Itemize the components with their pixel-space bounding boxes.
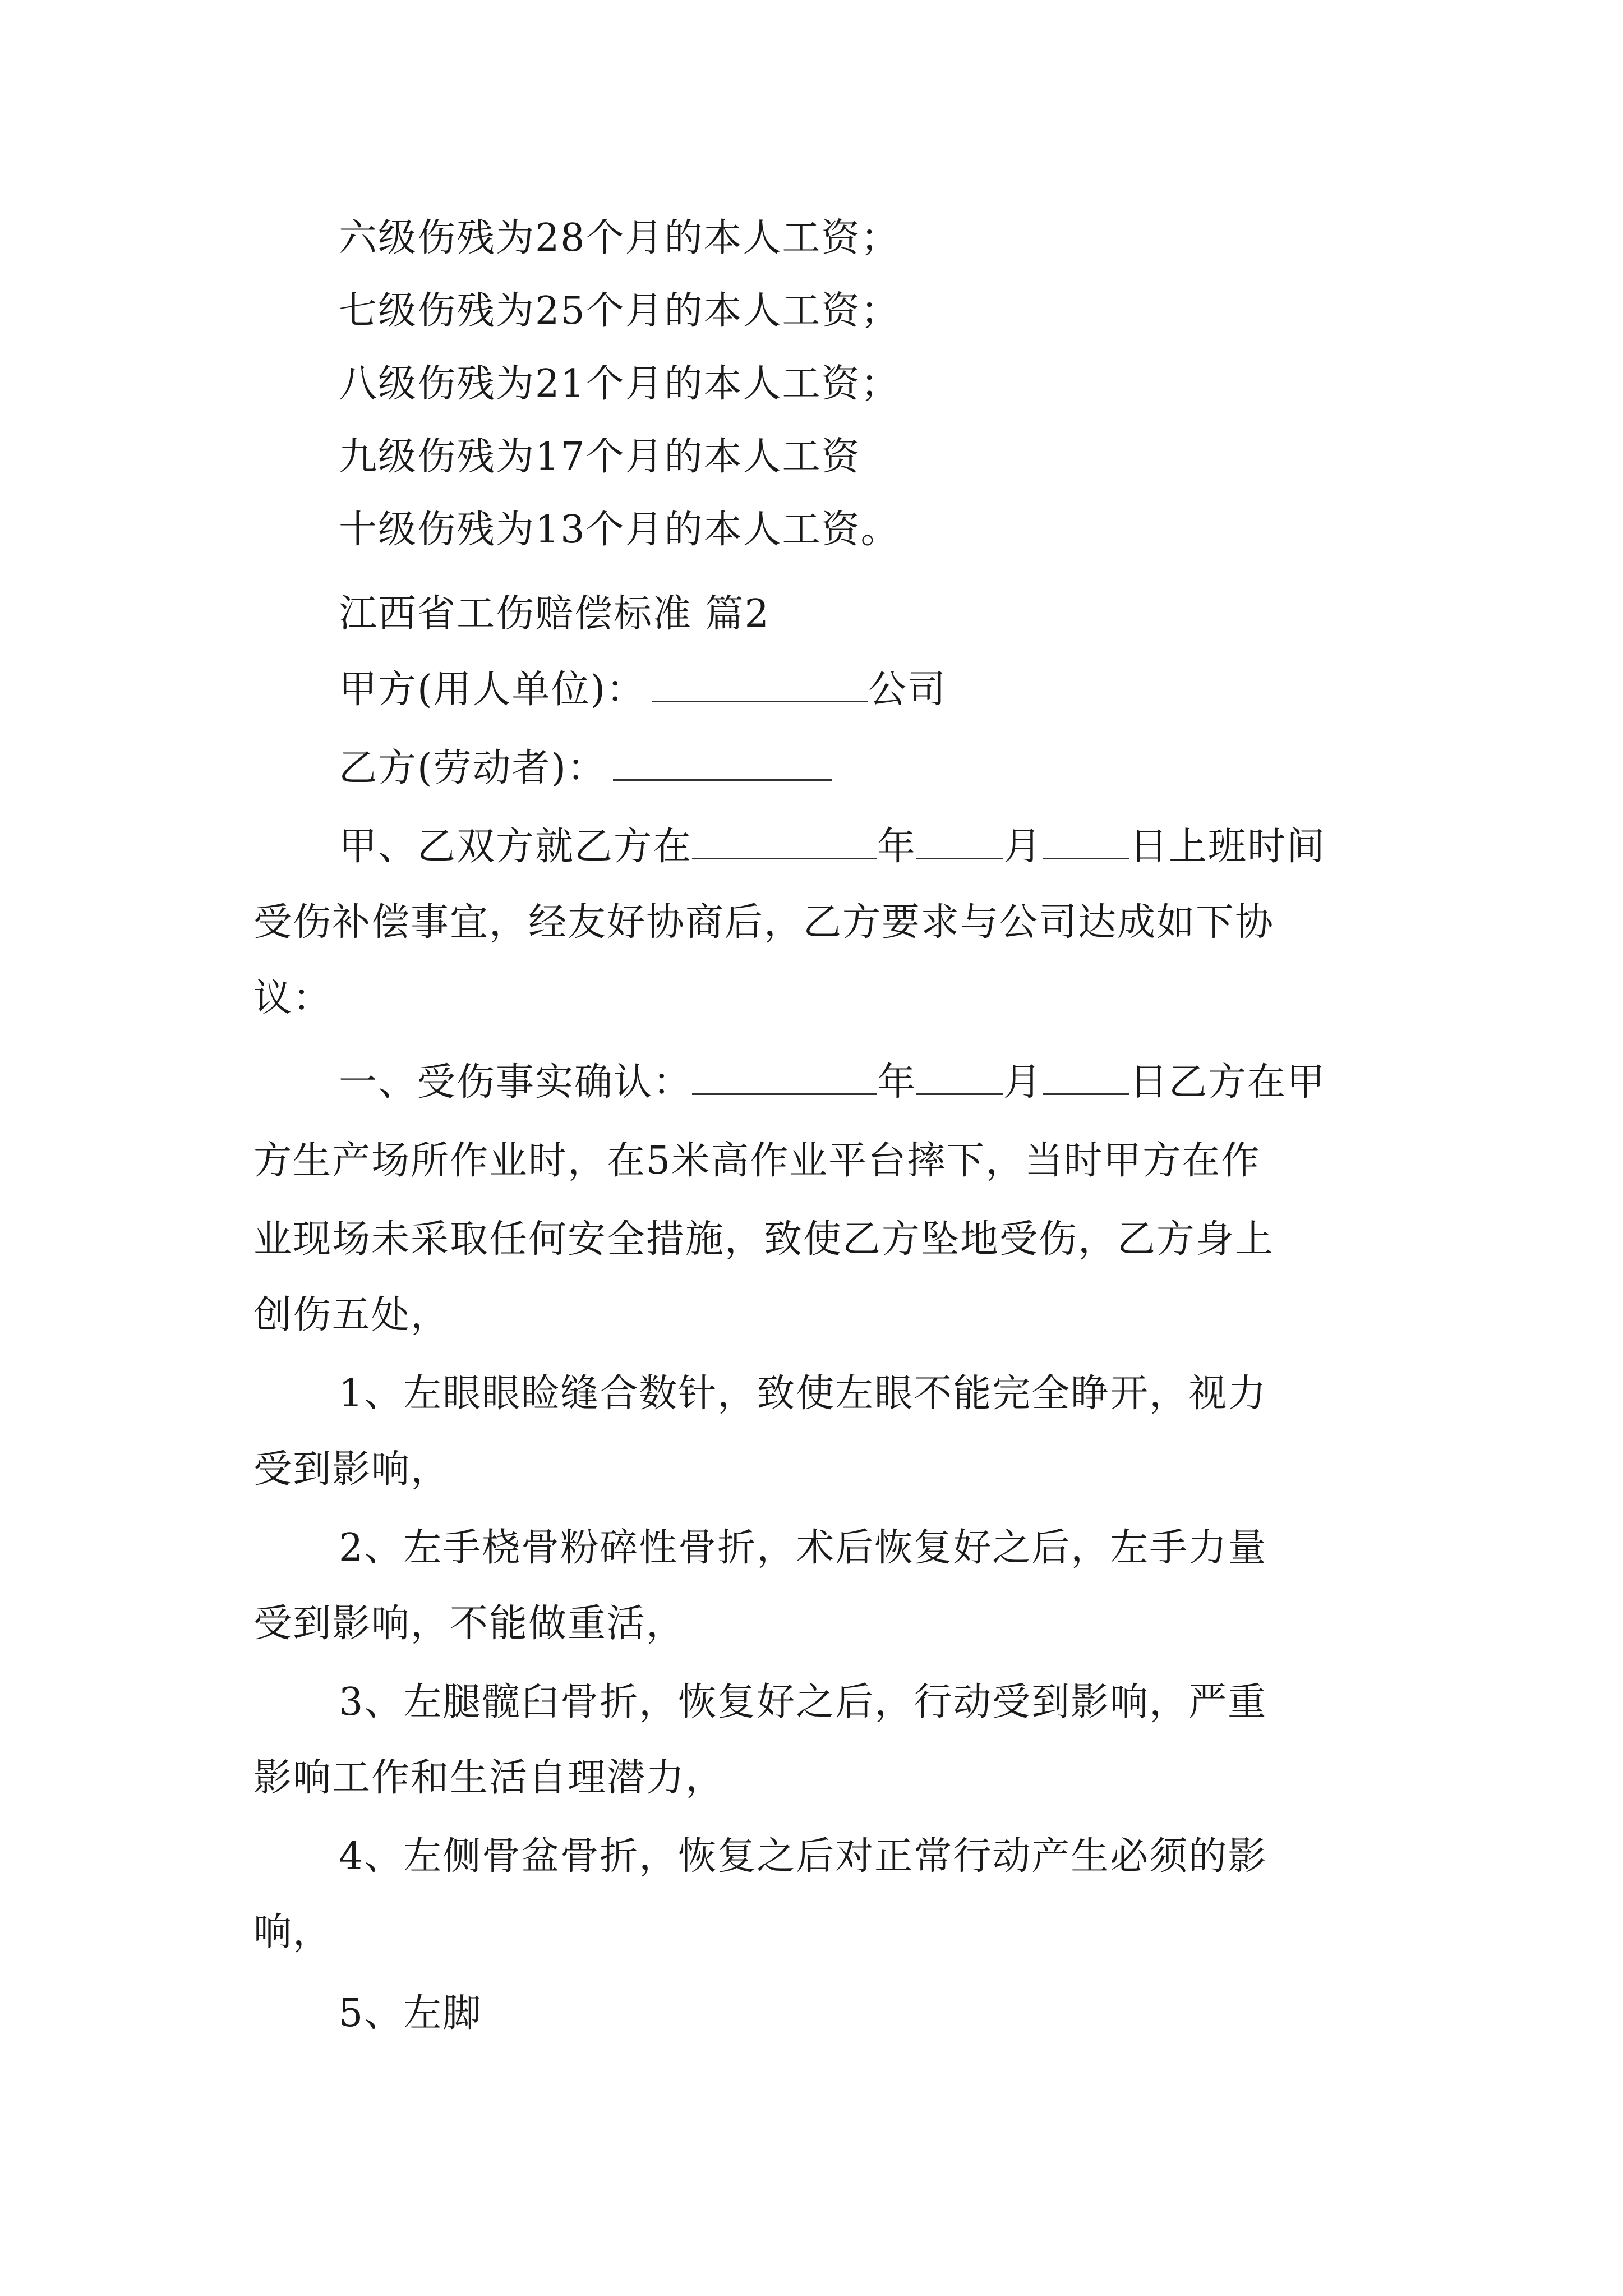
injury-4-line-2: 响， [253, 1910, 333, 1954]
clause1-day-text: 日乙方在甲 [1129, 1060, 1326, 1105]
clause1-line-3: 业现场未采取任何安全措施，致使乙方坠地受伤，乙方身上 [253, 1217, 1275, 1262]
party-b-label: 乙方(劳动者)： [339, 746, 607, 790]
clause1-line-1 [339, 1057, 1326, 1108]
injury-2-line-1: 2、左手桡骨粉碎性骨折，术后恢复好之后，左手力量 [339, 1526, 1267, 1570]
intro-text: 甲、乙双方就乙方在 [339, 825, 693, 869]
compensation-line-9: 九级伤残为17个月的本人工资 [339, 435, 861, 479]
injury-3-line-2: 影响工作和生活自理潜力， [253, 1756, 725, 1800]
injury-2-line-2: 受到影响，不能做重活， [253, 1602, 686, 1646]
clause1-month-blank [916, 1060, 1003, 1095]
party-b-blank [613, 746, 832, 781]
section-title: 江西省工伤赔偿标准 篇2 [339, 592, 770, 636]
injury-5-line-1: 5、左脚 [339, 1991, 482, 2036]
injury-4-line-1: 4、左侧骨盆骨折，恢复之后对正常行动产生必须的影 [339, 1834, 1267, 1879]
intro-year-label: 年 [877, 825, 917, 869]
intro-line-3: 议： [253, 976, 333, 1020]
clause1-text: 一、受伤事实确认： [339, 1060, 693, 1105]
intro-month-label: 月 [1003, 825, 1043, 869]
clause1-line-4: 创伤五处， [253, 1293, 450, 1337]
party-a-label: 甲方(用人单位)： [339, 668, 646, 712]
clause1-line-2: 方生产场所作业时，在5米高作业平台摔下，当时甲方在作 [253, 1139, 1261, 1183]
clause1-year-blank [692, 1060, 877, 1095]
compensation-line-10: 十级伤残为13个月的本人工资。 [339, 508, 900, 552]
intro-year-blank [692, 824, 877, 859]
clause1-year-label: 年 [877, 1060, 917, 1105]
party-a-blank [652, 667, 868, 702]
party-a-suffix: 公司 [868, 668, 947, 712]
intro-day-text: 日上班时间 [1129, 825, 1326, 869]
injury-3-line-1: 3、左腿髋臼骨折，恢复好之后，行动受到影响，严重 [339, 1680, 1267, 1724]
compensation-line-7: 七级伤残为25个月的本人工资； [339, 289, 900, 333]
clause1-month-label: 月 [1003, 1060, 1043, 1105]
intro-line-1 [339, 822, 1326, 872]
clause1-day-blank [1043, 1060, 1129, 1095]
intro-month-blank [916, 824, 1003, 859]
party-a-line [339, 665, 947, 715]
injury-1-line-2: 受到影响， [253, 1447, 450, 1492]
injury-1-line-1: 1、左眼眼睑缝合数针，致使左眼不能完全睁开，视力 [339, 1372, 1267, 1416]
party-b-line [339, 743, 832, 794]
compensation-line-8: 八级伤残为21个月的本人工资； [339, 362, 900, 406]
intro-day-blank [1043, 824, 1129, 859]
intro-line-2: 受伤补偿事宜，经友好协商后，乙方要求与公司达成如下协 [253, 900, 1275, 945]
compensation-line-6: 六级伤残为28个月的本人工资； [339, 216, 900, 260]
